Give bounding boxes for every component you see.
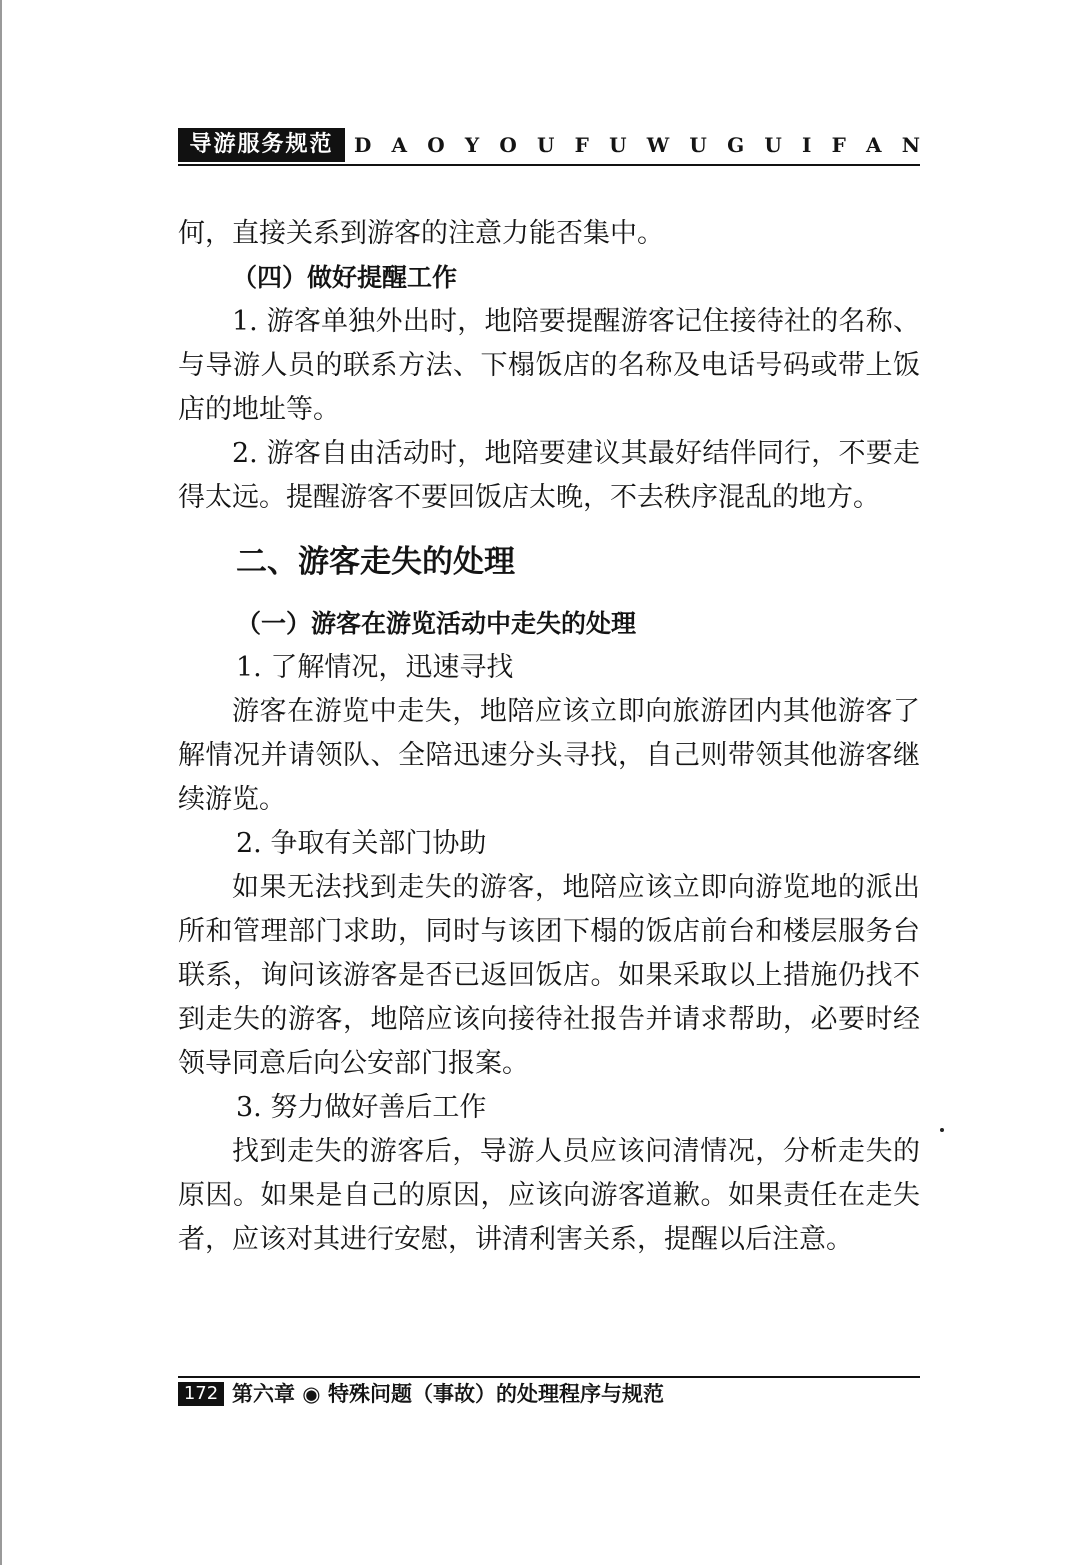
- page-edge: [0, 0, 2, 1565]
- pinyin-letter: W: [646, 133, 670, 157]
- pinyin-letter: G: [727, 133, 745, 157]
- pinyin-letter: U: [537, 133, 555, 157]
- pinyin-letter: Y: [464, 133, 480, 157]
- pinyin-letter: O: [499, 133, 517, 157]
- pinyin-letter: U: [689, 133, 707, 157]
- chapter-title: 第六章 ◉ 特殊问题（事故）的处理程序与规范: [232, 1382, 664, 1406]
- paragraph: 1. 游客单独外出时，地陪要提醒游客记住接待社的名称、与导游人员的联系方法、下榻饭店的名称及电话号码或带上饭店的地址等。: [178, 306, 920, 425]
- paragraph-continued: 何，直接关系到游客的注意力能否集中。: [178, 218, 664, 249]
- pinyin-letter: O: [427, 133, 445, 157]
- numbered-item: 2. 争取有关部门协助: [236, 828, 487, 859]
- running-header: [178, 128, 920, 166]
- paragraph: 2. 游客自由活动时，地陪要建议其最好结伴同行，不要走得太远。提醒游客不要回饭店太晚，不去秩序混乱的地方。: [178, 438, 920, 513]
- section-heading: 二、游客走失的处理: [236, 544, 515, 580]
- pinyin-letter: A: [391, 133, 408, 157]
- scan-speck: [940, 1128, 944, 1132]
- pinyin-letter: U: [764, 133, 782, 157]
- subsection-heading: （一）游客在游览活动中走失的处理: [236, 609, 637, 638]
- book-title: 导游服务规范: [178, 128, 345, 162]
- header-rule: [178, 164, 920, 166]
- pinyin-letter: I: [802, 133, 812, 157]
- footer-rule: [178, 1376, 920, 1378]
- subsection-heading: （四）做好提醒工作: [232, 263, 458, 292]
- numbered-item: 3. 努力做好善后工作: [236, 1092, 487, 1123]
- paragraph: 如果无法找到走失的游客，地陪应该立即向游览地的派出所和管理部门求助，同时与该团下榻的饭店前台和楼层服务台联系，询问该游客是否已返回饭店。如果采取以上措施仍找不到走失的游客，地陪应该向接待社报告并请求帮助，必要时经领导同意后向公安部门报案。: [178, 872, 920, 1079]
- pinyin-letter: F: [574, 133, 589, 157]
- paragraph: 找到走失的游客后，导游人员应该问清情况，分析走失的原因。如果是自己的原因，应该向游客道歉。如果责任在走失者，应该对其进行安慰，讲清利害关系，提醒以后注意。: [178, 1136, 920, 1255]
- pinyin-letter: D: [354, 133, 372, 157]
- page-number: 172: [178, 1382, 224, 1406]
- book-title-pinyin: [354, 130, 920, 160]
- numbered-item: 1. 了解情况，迅速寻找: [236, 652, 514, 683]
- pinyin-letter: U: [609, 133, 627, 157]
- pinyin-letter: F: [831, 133, 846, 157]
- paragraph: 游客在游览中走失，地陪应该立即向旅游团内其他游客了解情况并请领队、全陪迅速分头寻找，自己则带领其他游客继续游览。: [178, 696, 920, 815]
- pinyin-letter: A: [865, 133, 882, 157]
- running-footer: [178, 1376, 920, 1412]
- page-body: [178, 212, 920, 1262]
- pinyin-letter: N: [901, 133, 920, 157]
